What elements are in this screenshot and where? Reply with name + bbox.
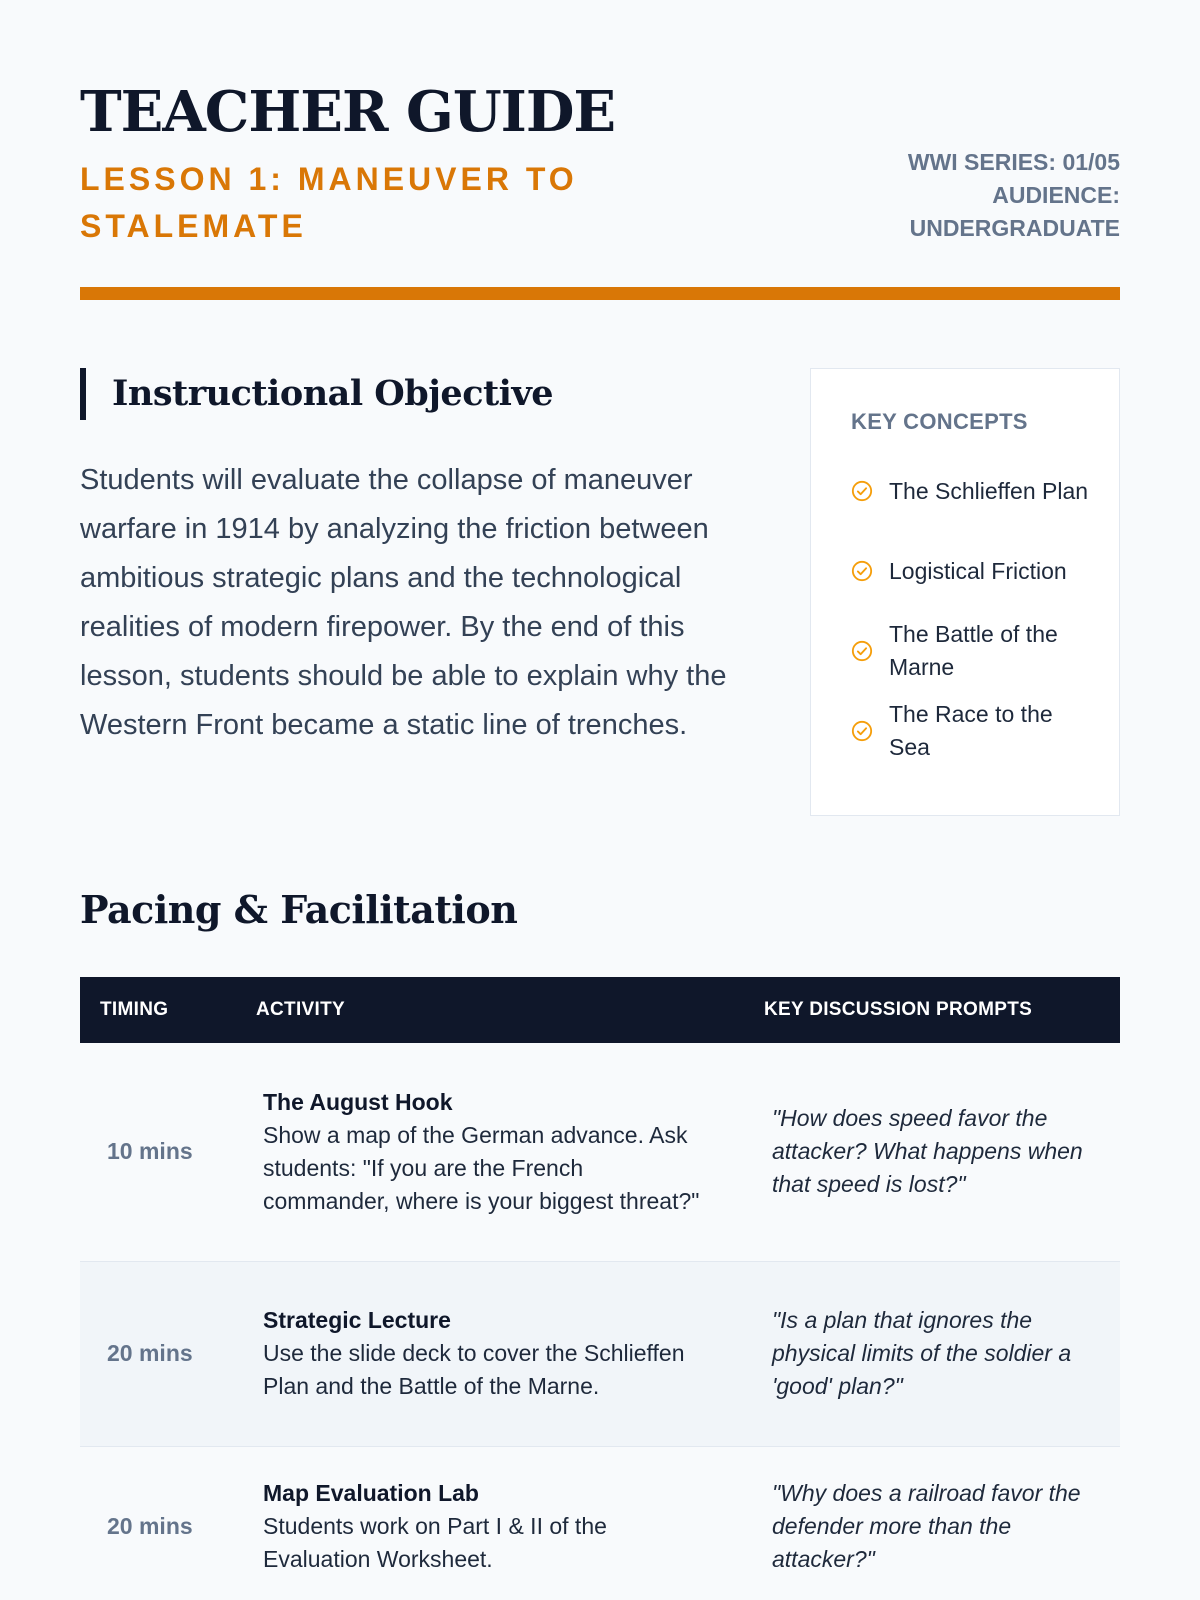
activity-cell <box>236 1446 744 1600</box>
column-header-prompts: KEY DISCUSSION PROMPTS <box>764 999 1033 1020</box>
heading-accent-bar <box>80 368 86 420</box>
discussion-prompt-cell: "How does speed favor the attacker? What happens when that speed is lost?" <box>744 1043 1120 1261</box>
key-concept-text: The Race to the Sea <box>889 701 1053 760</box>
check-circle-icon <box>851 640 873 662</box>
activity-description: Students work on Part I & II of the Evaluation Worksheet. <box>263 1512 607 1572</box>
objective-heading <box>80 368 770 420</box>
key-concepts-list <box>851 451 1089 771</box>
timing-cell: 10 mins <box>80 1043 236 1261</box>
check-circle-icon <box>851 720 873 742</box>
column-header-activity: ACTIVITY <box>256 999 345 1020</box>
activity-cell <box>236 1261 744 1446</box>
column-header-timing: TIMING <box>100 999 169 1020</box>
key-concept-item <box>851 611 1089 691</box>
guide-header <box>80 78 1120 248</box>
key-concept-text: The Battle of the Marne <box>889 621 1058 680</box>
activity-cell <box>236 1043 744 1261</box>
activity-description: Show a map of the German advance. Ask students: "If you are the French commander, where is your biggest threat?" <box>263 1121 700 1214</box>
pacing-table-body <box>80 1043 1120 1600</box>
key-concept-item <box>851 531 1089 611</box>
key-concept-text: Logistical Friction <box>889 557 1067 584</box>
check-circle-icon <box>851 560 873 582</box>
objective-heading-text: Instructional Objective <box>112 373 554 414</box>
key-concepts-label: KEY CONCEPTS <box>851 409 1028 434</box>
key-concept-item <box>851 691 1089 771</box>
check-circle-icon <box>851 480 873 502</box>
pacing-heading: Pacing & Facilitation <box>80 887 518 932</box>
discussion-prompt-cell: "Is a plan that ignores the physical limits of the soldier a 'good' plan?" <box>744 1261 1120 1446</box>
page-title: TEACHER GUIDE <box>80 79 616 145</box>
activity-title: Map Evaluation Lab <box>263 1479 479 1506</box>
key-concepts-card <box>810 368 1120 816</box>
objective-section <box>80 368 770 750</box>
activity-description: Use the slide deck to cover the Schlieffen Plan and the Battle of the Marne. <box>263 1340 685 1399</box>
timing-cell: 20 mins <box>80 1446 236 1600</box>
key-concept-item <box>851 451 1089 531</box>
series-meta <box>860 146 1120 245</box>
header-divider <box>80 287 1120 300</box>
table-row <box>80 1261 1120 1446</box>
table-header-row <box>80 977 1120 1043</box>
timing-cell: 20 mins <box>80 1261 236 1446</box>
table-row <box>80 1446 1120 1600</box>
activity-title: Strategic Lecture <box>263 1307 451 1333</box>
lesson-subtitle: LESSON 1: MANEUVER TO STALEMATE <box>80 161 578 244</box>
table-row <box>80 1043 1120 1261</box>
discussion-prompt-cell: "Why does a railroad favor the defender more than the attacker?" <box>744 1446 1120 1600</box>
activity-title: The August Hook <box>263 1088 453 1115</box>
key-concept-text: The Schlieffen Plan <box>889 477 1089 504</box>
pacing-table <box>80 977 1120 1600</box>
series-label: WWI SERIES: 01/05 <box>907 149 1120 175</box>
objective-body: Students will evaluate the collapse of maneuver warfare in 1914 by analyzing the friction between ambitious strategic plans and the technological realities of modern firepower. By the end of this lesson, students should be able to explain why the Western Front became a static line of trenches. <box>80 464 727 741</box>
audience-label: AUDIENCE: UNDERGRADUATE <box>909 182 1120 241</box>
